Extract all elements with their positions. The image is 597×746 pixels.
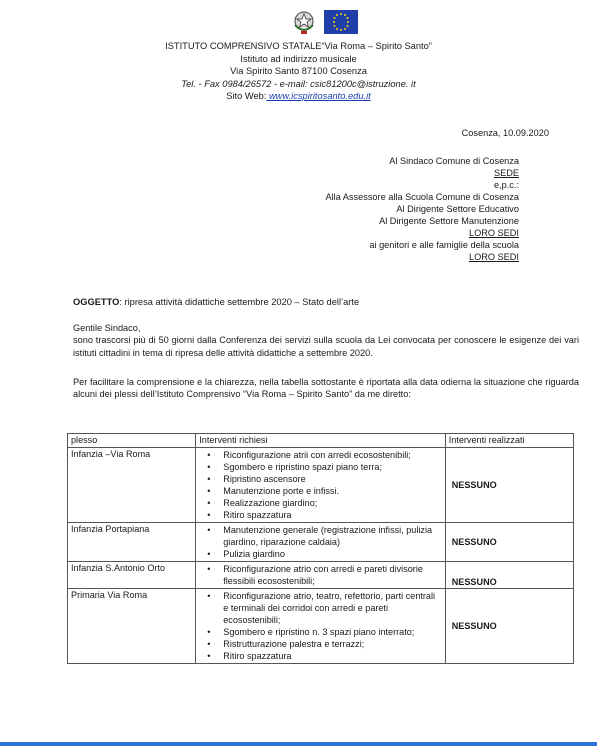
recipient-line: Al Dirigente Settore Educativo: [396, 204, 519, 214]
italian-republic-emblem-icon: [292, 9, 316, 35]
plesso-cell: Infanzia S.Antonio Orto: [68, 562, 196, 589]
paragraph-1: sono trascorsi più di 50 giorni dalla Conferenza dei servizi sulla scuola da Lei convocata per conoscere le esigenze dei vari istituti cittadini in tema di ripresa delle attività didattiche a settembre 2020.: [73, 335, 579, 358]
recipient-line: Al Dirigente Settore Manutenzione: [379, 216, 519, 226]
table-row: [68, 523, 574, 562]
eu-flag-icon: [324, 10, 358, 34]
website-link[interactable]: www.icspiritosanto.edu.it: [266, 91, 371, 101]
school-specialization: Istituto ad indirizzo musicale: [240, 53, 357, 64]
website-label: Sito Web:: [226, 91, 267, 101]
interventi-cell: [196, 523, 445, 562]
list-item: • Ritiro spazzatura: [223, 509, 441, 521]
list-item: • Ripristino ascensore: [223, 473, 441, 485]
subject-label: OGGETTO: [73, 297, 120, 307]
recipient-line: LORO SEDI: [468, 252, 519, 262]
plesso-cell: Primaria Via Roma: [68, 589, 196, 664]
list-item: • Sgombero e ripristino spazi piano terra;: [223, 461, 441, 473]
col-header-plesso: plesso: [68, 434, 196, 448]
recipient-line: ai genitori e alle famiglie della scuola: [369, 240, 519, 250]
recipient-line: e,p.c.:: [493, 180, 519, 190]
list-item: • Manutenzione porte e infissi.: [223, 485, 441, 497]
letter-date: Cosenza, 10.09.2020: [461, 128, 549, 138]
interventi-cell: [196, 448, 445, 523]
page-bottom-edge: [0, 742, 597, 746]
recipients-block: [325, 155, 519, 263]
realizzati-cell: NESSUNO: [445, 562, 573, 589]
list-item: • Pulizia giardino: [223, 548, 441, 560]
paragraph-2: Per facilitare la comprensione e la chiarezza, nella tabella sottostante è riportata alla data odierna la situazione che riguarda alcuni dei plessi dell’Istituto Comprensivo “Via Roma – Spirito Santo” da me diretto:: [73, 377, 579, 400]
table-row: [68, 562, 574, 589]
paragraph-intro: [73, 322, 579, 359]
recipient-line: SEDE: [493, 168, 519, 178]
recipient-line: LORO SEDI: [468, 228, 519, 238]
table-header-row: [68, 434, 574, 448]
plesso-cell: Infanzia Portapiana: [68, 523, 196, 562]
list-item: • Riconfigurazione atrii con arredi ecosostenibili;: [223, 449, 441, 461]
letterhead: [0, 40, 597, 103]
recipient-line: Alla Assessore alla Scuola Comune di Cosenza: [325, 192, 519, 202]
plesso-cell: Infanzia –Via Roma: [68, 448, 196, 523]
subject-text: : ripresa attività didattiche settembre 2020 – Stato dell’arte: [119, 297, 360, 307]
list-item: • Realizzazione giardino;: [223, 497, 441, 509]
recipient-line: Al Sindaco Comune di Cosenza: [389, 156, 519, 166]
col-header-interventi-richiesti: Interventi richiesi: [196, 434, 445, 448]
letterhead-emblems: [292, 8, 358, 36]
list-item: • Ritiro spazzatura: [223, 650, 441, 662]
table-row: [68, 589, 574, 664]
table-row: [68, 448, 574, 523]
list-item: • Ristrutturazione palestra e terrazzi;: [223, 638, 441, 650]
greeting: Gentile Sindaco,: [73, 323, 141, 333]
interventi-cell: [196, 589, 445, 664]
interventi-cell: [196, 562, 445, 589]
school-name: ISTITUTO COMPRENSIVO STATALE“Via Roma – Spirito Santo”: [165, 41, 432, 51]
school-website: [0, 90, 597, 103]
realizzati-cell: NESSUNO: [445, 589, 573, 664]
col-header-interventi-realizzati: Interventi realizzati: [445, 434, 573, 448]
list-item: • Manutenzione generale (registrazione infissi, pulizia giardino, riparazione caldaia): [223, 524, 441, 548]
school-contacts: Tel. - Fax 0984/26572 - e-mail: csic81200c@istruzione. it: [181, 78, 416, 89]
subject-line: [73, 297, 359, 307]
school-address: Via Spirito Santo 87100 Cosenza: [230, 66, 367, 76]
list-item: • Sgombero e ripristino n. 3 spazi piano interrato;: [223, 626, 441, 638]
list-item: • Riconfigurazione atrio con arredi e pareti divisorie flessibili ecosostenibili;: [223, 563, 441, 587]
list-item: • Riconfigurazione atrio, teatro, refettorio, parti centrali e terminali dei corridoi con arredi e pareti ecosostenibili;: [223, 590, 441, 626]
realizzati-cell: NESSUNO: [445, 448, 573, 523]
realizzati-cell: NESSUNO: [445, 523, 573, 562]
interventions-table: [67, 433, 574, 664]
